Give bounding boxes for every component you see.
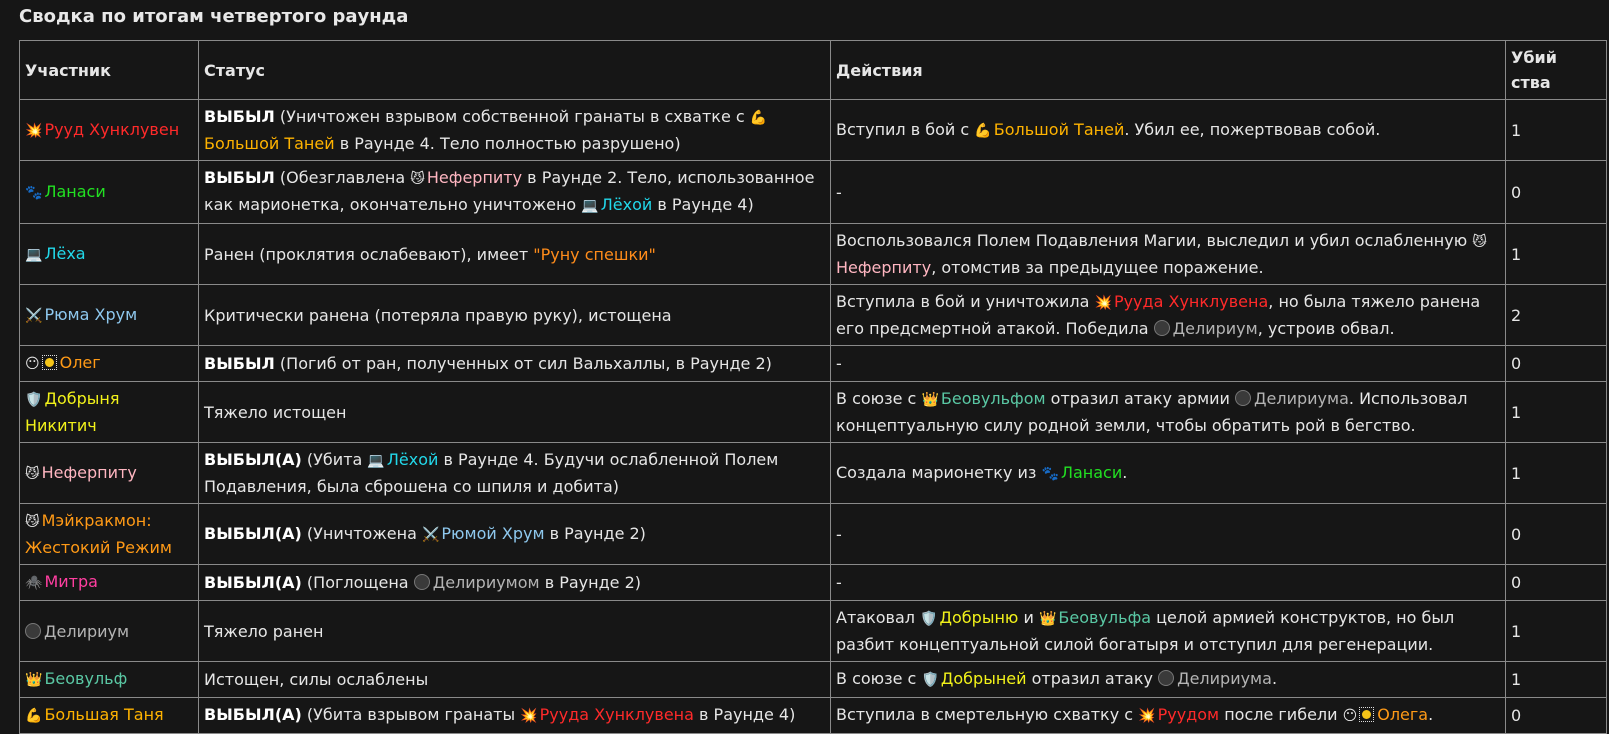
laptop-icon: 💻	[25, 246, 43, 263]
shield-icon: 🛡️	[25, 392, 43, 408]
cat-icon: 😼	[1472, 234, 1487, 250]
kills-cell: 1	[1506, 443, 1607, 504]
sun-icon	[1359, 707, 1374, 722]
table-row	[20, 662, 1607, 698]
cat-icon: 😼	[25, 514, 40, 530]
round-summary-table	[19, 40, 1607, 734]
dark-circle-icon	[1158, 670, 1174, 686]
header-participant: Участник	[20, 41, 199, 100]
table-row	[20, 504, 1607, 565]
laptop-icon: 💻	[581, 198, 599, 214]
participant-name: Мэйкракмон: Жестокий Режим	[25, 511, 172, 557]
participant-cell	[20, 285, 199, 346]
header-kills: Убий ства	[1506, 41, 1607, 100]
shield-icon: 🛡️	[921, 672, 939, 688]
status-cell: ВЫБЫЛ (Уничтожен взрывом собственной гранаты в схватке с 💪Большой Таней в Раунде 4. Тело полностью разрушено)	[199, 100, 831, 161]
status-cell: Истощен, силы ослаблены	[199, 662, 831, 698]
kills-cell: 0	[1506, 504, 1607, 565]
paws-icon: 🐾	[1041, 465, 1059, 482]
status-cell: ВЫБЫЛ (Обезглавлена 😼 Неферпиту в Раунде 2. Тело, использованное как марионетка, окончательно уничтожено 💻 Лёхой в Раунде 4)	[199, 161, 831, 224]
paws-icon: 🐾	[25, 184, 43, 201]
actions-cell: -	[831, 161, 1506, 224]
muscle-icon: 💪	[25, 708, 43, 724]
dark-circle-icon	[1235, 390, 1251, 406]
dark-circle-icon	[25, 623, 41, 639]
sun-icon	[42, 355, 57, 370]
muscle-icon: 💪	[749, 110, 768, 126]
participant-name: Большая Таня	[44, 705, 164, 724]
kills-cell: 1	[1506, 601, 1607, 662]
table-row	[20, 443, 1607, 504]
actions-cell: Воспользовался Полем Подавления Магии, выследил и убил ослабленную 😼Неферпиту, отомстив за предыдущее поражение.	[831, 224, 1506, 285]
status-cell: ВЫБЫЛ(А) (Убита 💻 Лёхой в Раунде 4. Будучи ослабленной Полем Подавления, была сброшена со шпиля и добита)	[199, 443, 831, 504]
laptop-icon: 💻	[367, 453, 385, 469]
participant-name: Митра	[44, 572, 98, 591]
table-row	[20, 100, 1607, 161]
participant-cell	[20, 100, 199, 161]
participant-cell	[20, 346, 199, 382]
participant-cell	[20, 443, 199, 504]
kills-cell: 0	[1506, 565, 1607, 601]
dark-circle-icon	[414, 574, 430, 590]
crown-icon: 👑	[25, 672, 43, 688]
participant-cell	[20, 698, 199, 734]
cat-icon: 😼	[410, 171, 425, 187]
participant-name: Рууд Хунклувен	[44, 119, 180, 139]
shield-icon: 🛡️	[920, 611, 938, 627]
participant-cell	[20, 662, 199, 698]
status-cell: Критически ранена (потеряла правую руку), истощена	[199, 285, 831, 346]
actions-cell: Вступила в смертельную схватку с 💥 Руудом после гибели 😶 Олега.	[831, 698, 1506, 734]
dark-circle-icon	[1154, 320, 1170, 336]
kills-cell: 1	[1506, 224, 1607, 285]
actions-cell: -	[831, 504, 1506, 565]
spider-icon: 🕷️	[25, 575, 43, 591]
explosion-icon: 💥	[1138, 708, 1156, 724]
muscle-icon: 💪	[974, 122, 992, 139]
table-row	[20, 565, 1607, 601]
status-cell: ВЫБЫЛ(А) (Убита взрывом гранаты 💥 Рууда Хунклувена в Раунде 4)	[199, 698, 831, 734]
swords-icon: ⚔️	[421, 526, 440, 543]
participant-name: Неферпиту	[41, 462, 137, 482]
participant-cell	[20, 224, 199, 285]
participant-cell	[20, 601, 199, 662]
face-icon: 😶	[1342, 708, 1358, 724]
kills-cell: 1	[1506, 662, 1607, 698]
kills-cell: 0	[1506, 698, 1607, 734]
participant-name: Рюма Хрум	[44, 304, 138, 324]
kills-cell: 0	[1506, 346, 1607, 382]
status-cell: Тяжело истощен	[199, 382, 831, 443]
actions-cell: -	[831, 565, 1506, 601]
table-row	[20, 601, 1607, 662]
crown-icon: 👑	[1038, 611, 1057, 627]
actions-cell: Атаковал 🛡️ Добрыню и 👑 Беовульфа целой армией конструктов, но был разбит концептуальной силой богатыря и отступил для регенерации.	[831, 601, 1506, 662]
crown-icon: 👑	[921, 392, 939, 408]
explosion-icon: 💥	[520, 708, 538, 724]
table-row	[20, 698, 1607, 734]
face-icon: 😶	[25, 356, 40, 372]
kills-cell: 1	[1506, 100, 1607, 161]
table-header-row	[20, 41, 1607, 100]
header-actions: Действия	[831, 41, 1506, 100]
kills-cell: 2	[1506, 285, 1607, 346]
cat-icon: 😼	[25, 465, 40, 482]
participant-name: Беовульф	[44, 669, 128, 688]
explosion-icon: 💥	[1094, 295, 1112, 311]
actions-cell: -	[831, 346, 1506, 382]
actions-cell: В союзе с 👑 Беовульфом отразил атаку армии Делириума. Использовал концептуальную силу родной земли, чтобы обратить рой в бегство.	[831, 382, 1506, 443]
table-row	[20, 285, 1607, 346]
swords-icon: ⚔️	[25, 307, 43, 324]
participant-name: Лёха	[44, 243, 86, 263]
actions-cell: Вступила в бой и уничтожила 💥 Рууда Хунклувена, но была тяжело ранена его предсмертной атакой. Победила Делириум, устроив обвал.	[831, 285, 1506, 346]
header-status: Статус	[199, 41, 831, 100]
status-cell: ВЫБЫЛ(А) (Уничтожена ⚔️ Рюмой Хрум в Раунде 2)	[199, 504, 831, 565]
participant-cell	[20, 161, 199, 224]
actions-cell: В союзе с 🛡️ Добрыней отразил атаку Делириума.	[831, 662, 1506, 698]
actions-cell: Вступил в бой с 💪 Большой Таней. Убил ее, пожертвовав собой.	[831, 100, 1506, 161]
page-title: Сводка по итогам четвертого раунда	[19, 6, 409, 27]
participant-cell	[20, 382, 199, 443]
table-row	[20, 346, 1607, 382]
participant-name: Олег	[59, 353, 101, 372]
kills-cell: 0	[1506, 161, 1607, 224]
explosion-icon: 💥	[25, 122, 43, 139]
participant-cell	[20, 504, 199, 565]
kills-cell: 1	[1506, 382, 1607, 443]
participant-name: Добрыня Никитич	[25, 389, 120, 435]
participant-cell	[20, 565, 199, 601]
participant-name: Делириум	[44, 621, 130, 641]
table-row	[20, 161, 1607, 224]
status-cell: Тяжело ранен	[199, 601, 831, 662]
table-row	[20, 224, 1607, 285]
actions-cell: Создала марионетку из 🐾 Ланаси.	[831, 443, 1506, 504]
status-cell: Ранен (проклятия ослабевают), имеет "Руну спешки"	[199, 224, 831, 285]
status-cell: ВЫБЫЛ(А) (Поглощена Делириумом в Раунде 2)	[199, 565, 831, 601]
participant-name: Ланаси	[44, 181, 106, 201]
table-row	[20, 382, 1607, 443]
status-cell: ВЫБЫЛ (Погиб от ран, полученных от сил Вальхаллы, в Раунде 2)	[199, 346, 831, 382]
